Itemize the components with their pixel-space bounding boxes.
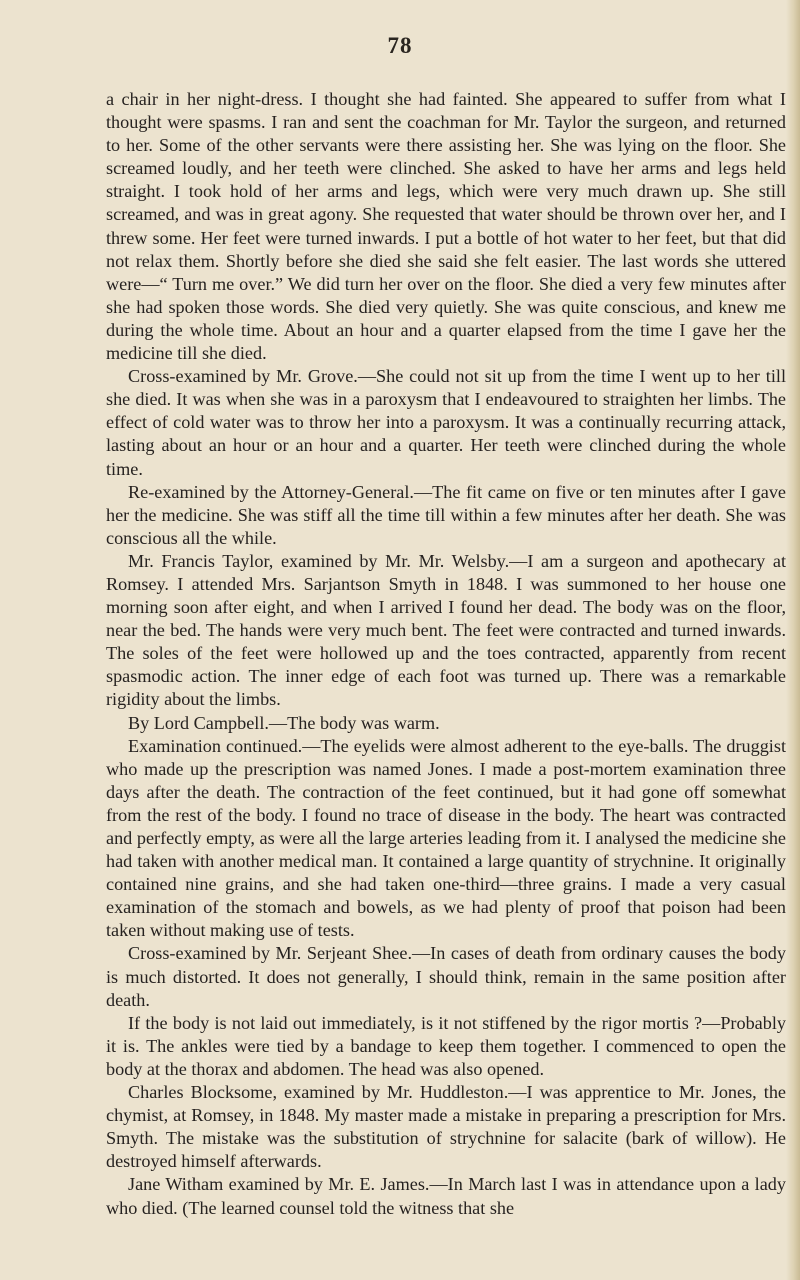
paragraph: If the body is not laid out immediately, is it not stiffened by the rigor mortis ?—Probably it is. The ankles were tied by a bandage to keep them together. I commenced to open the body at the thorax and abdomen. The head was also opened.: [106, 1012, 786, 1079]
paragraph: By Lord Campbell.—The body was warm.: [128, 712, 440, 733]
paragraph: Charles Blocksome, examined by Mr. Huddleston.—I was apprentice to Mr. Jones, the chymist, at Romsey, in 1848. My master made a mistake in preparing a prescription for Mrs. Smyth. The mistake was the substitution of strychnine for salacite (bark of willow). He destroyed himself afterwards.: [106, 1082, 786, 1172]
page-number: 78: [387, 33, 413, 58]
paragraph: Examination continued.—The eyelids were almost adherent to the eye-balls. The druggist who made up the prescription was named Jones. I made a post-mortem examination three days after the death. The contraction of the feet continued, but it had gone off somewhat from the rest of the body. I found no trace of disease in the body. The heart was contracted and perfectly empty, as were all the large arteries leading from it. I analysed the medicine she had taken with another medical man. It contained a large quantity of strychnine. It originally contained nine grains, and she had taken one-third—three grains. I made a very casual examination of the stomach and bowels, as we had plenty of proof that poison had been taken without making use of tests.: [106, 735, 786, 941]
paragraph: Mr. Francis Taylor, examined by Mr. Mr. Welsby.—I am a surgeon and apothecary at Romsey. I attended Mrs. Sarjantson Smyth in 1848. I was summoned to her house one morning soon after eight, and when I arrived I found her dead. The body was on the floor, near the bed. The hands were very much bent. The feet were contracted and turned inwards. The soles of the feet were hollowed up and the toes contracted, apparently from recent spasmodic action. The inner edge of each foot was turned up. There was a remarkable rigidity about the limbs.: [106, 550, 786, 710]
paragraph: Cross-examined by Mr. Grove.—She could not sit up from the time I went up to her till she died. It was when she was in a paroxysm that I endeavoured to straighten her limbs. The effect of cold water was to throw her into a paroxysm. It was a continually recurring attack, lasting about an hour or an hour and a quarter. Her teeth were clinched during the whole time.: [106, 366, 786, 479]
body-text: [106, 88, 786, 1220]
paragraph: Jane Witham examined by Mr. E. James.—In March last I was in attendance upon a lady who died. (The learned counsel told the witness that she: [106, 1174, 786, 1218]
paragraph: Cross-examined by Mr. Serjeant Shee.—In cases of death from ordinary causes the body is much distorted. It does not generally, I should think, remain in the same position after death.: [106, 943, 786, 1010]
paragraph: a chair in her night-dress. I thought she had fainted. She appeared to suffer from what I thought were spasms. I ran and sent the coachman for Mr. Taylor the surgeon, and returned to her. Some of the other servants were there assisting her. She was lying on the floor. She screamed loudly, and her teeth were clinched. She asked to have her arms and legs held straight. I took hold of her arms and legs, which were very much drawn up. She still screamed, and was in great agony. She requested that water should be thrown over her, and I threw some. Her feet were turned inwards. I put a bottle of hot water to her feet, but that did not relax them. Shortly before she died she said she felt easier. The last words she uttered were—“ Turn me over.” We did turn her over on the floor. She died a very few minutes after she had spoken those words. She died very quietly. She was quite conscious, and knew me during the whole time. About an hour and a quarter elapsed from the time I gave her the medicine till she died.: [106, 89, 786, 364]
paragraph: Re-examined by the Attorney-General.—The fit came on five or ten minutes after I gave her the medicine. She was stiff all the time till within a few minutes after her death. She was conscious all the while.: [106, 481, 786, 548]
